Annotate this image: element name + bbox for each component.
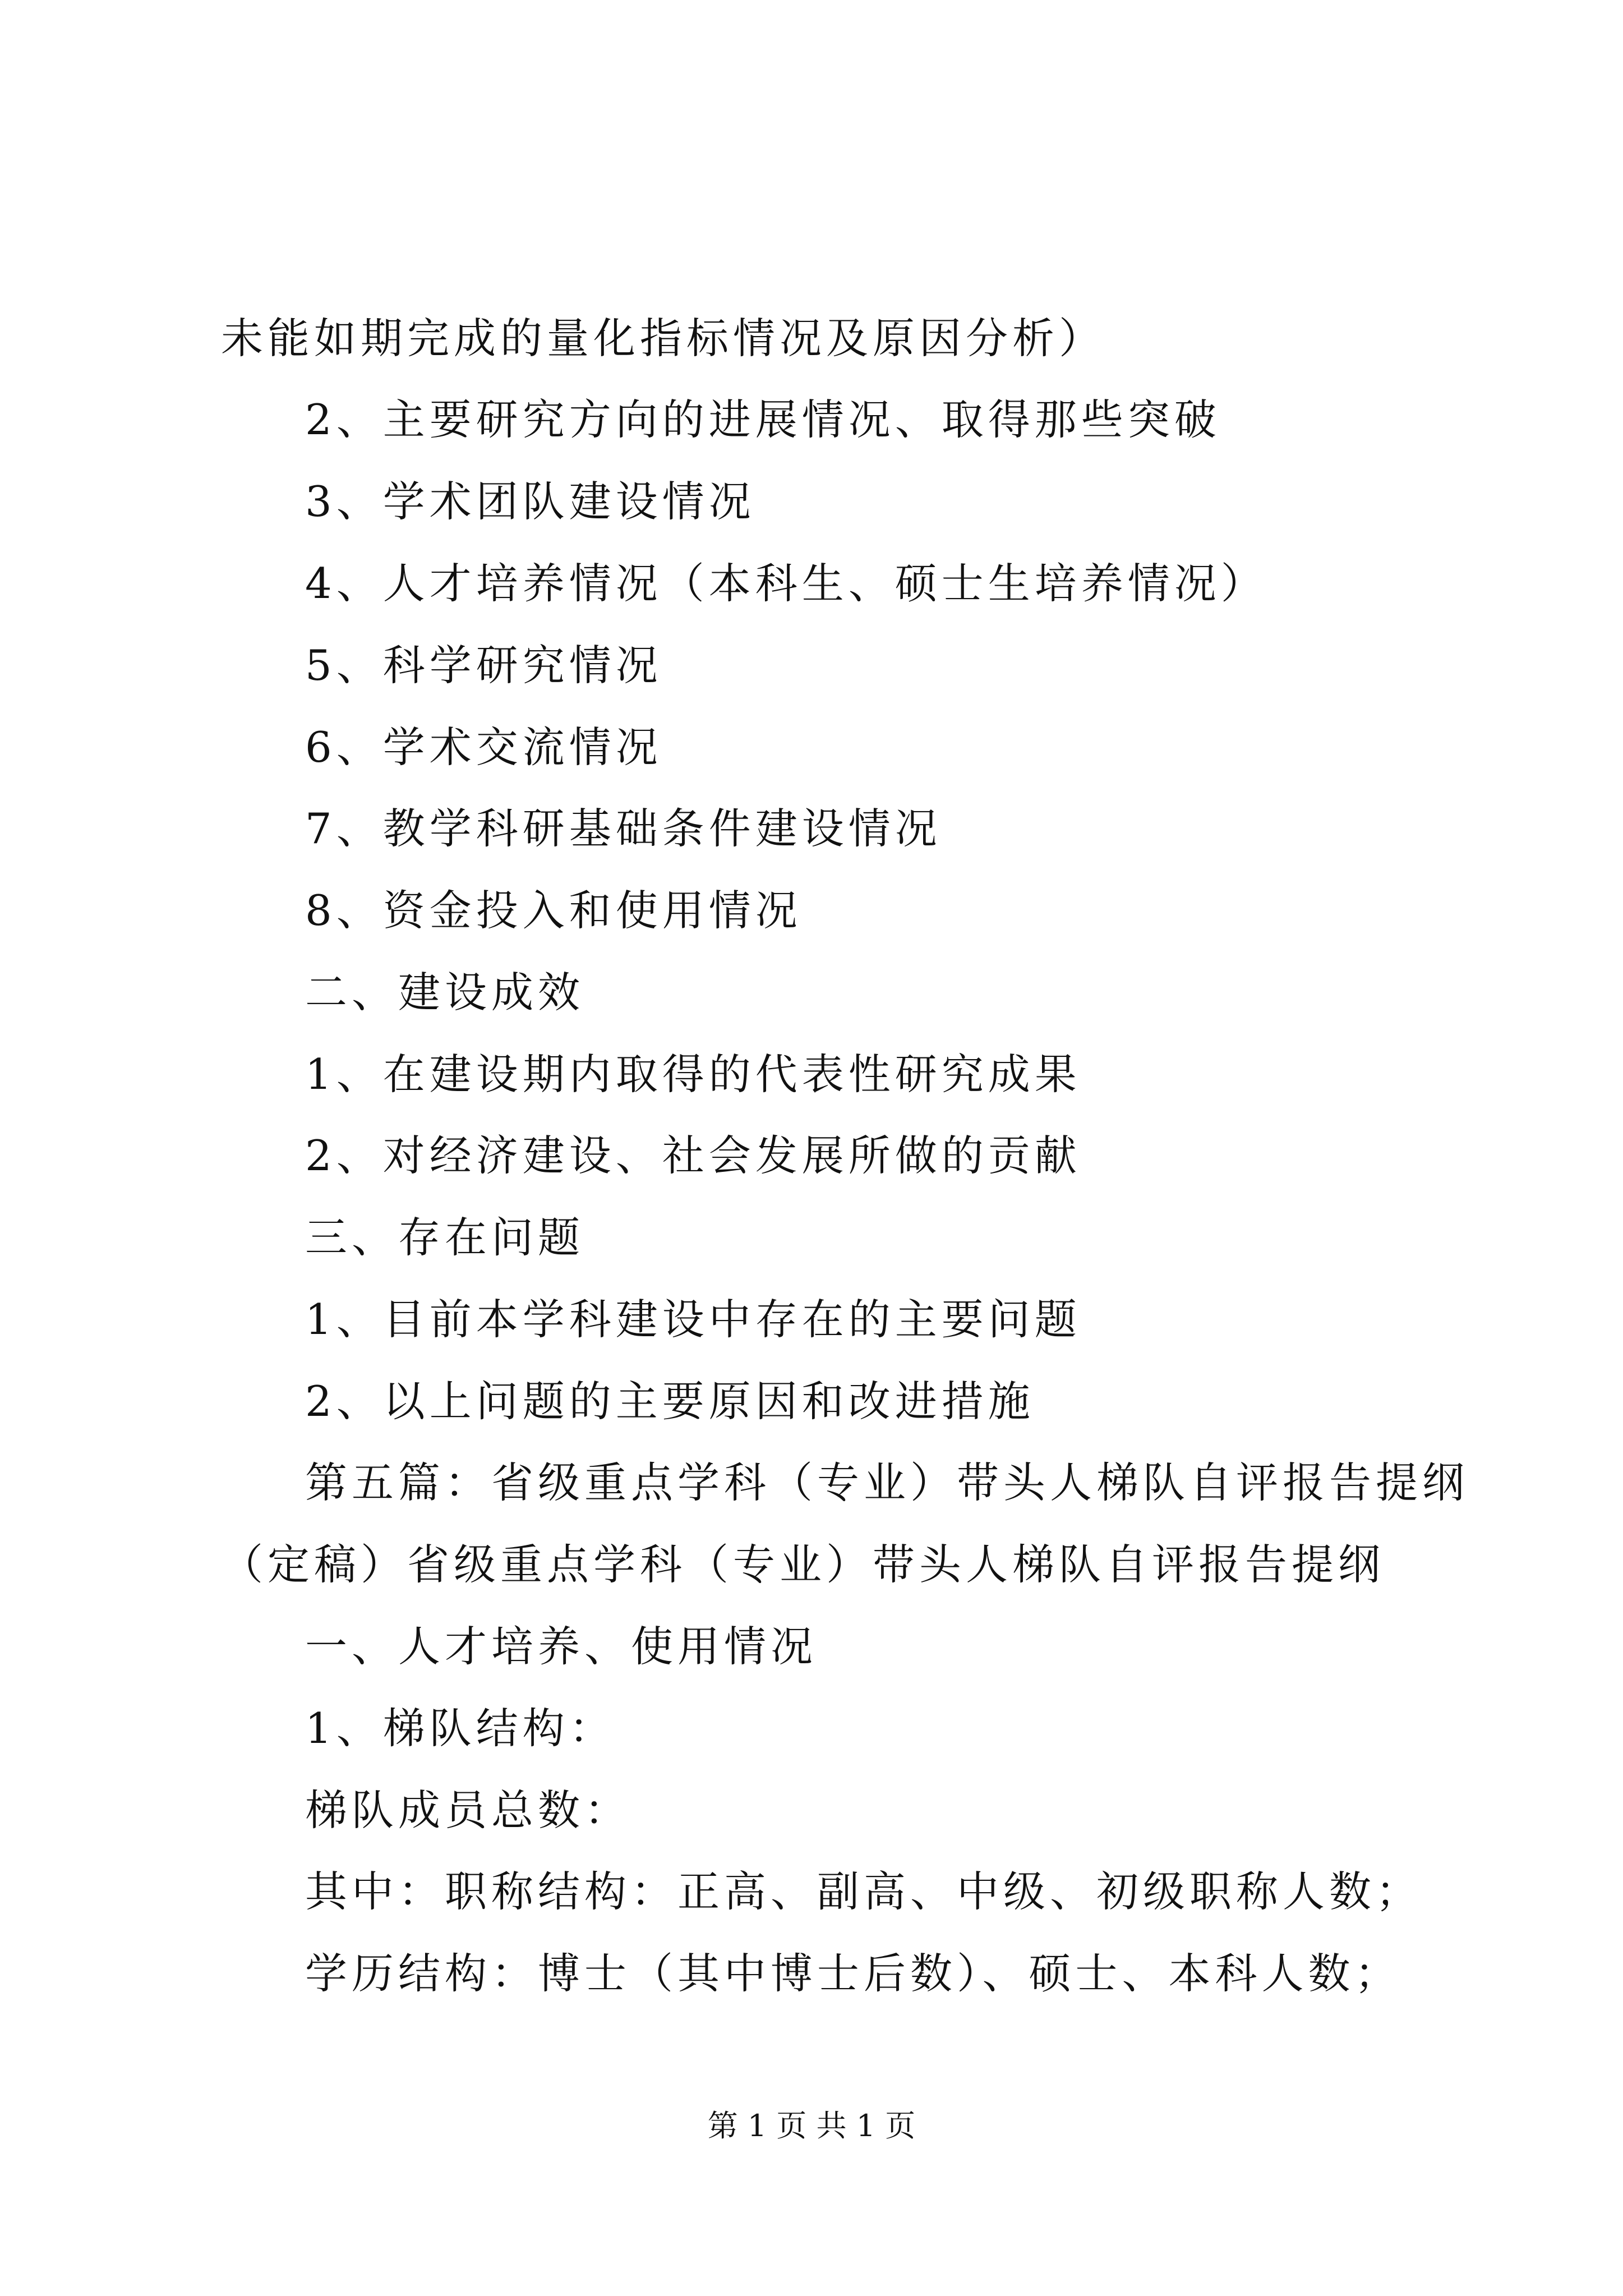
text-line: 1、梯队结构： [305, 1704, 616, 1753]
section-heading: 三、存在问题 [305, 1213, 585, 1262]
chapter-title: 第五篇：省级重点学科（专业）带头人梯队自评报告提纲 [305, 1458, 1469, 1507]
text-line: 1、目前本学科建设中存在的主要问题 [305, 1295, 1081, 1344]
section-heading: 一、人才培养、使用情况 [305, 1622, 818, 1671]
text-line: 2、对经济建设、社会发展所做的贡献 [305, 1131, 1081, 1180]
text-line: 梯队成员总数： [305, 1786, 631, 1835]
text-line: 2、以上问题的主要原因和改进措施 [305, 1377, 1035, 1426]
text-line: 学历结构：博士（其中博士后数）、硕士、本科人数； [305, 1949, 1401, 1998]
section-heading: 二、建设成效 [305, 968, 585, 1017]
text-line: 3、学术团队建设情况 [305, 477, 755, 526]
text-line: 未能如期完成的量化指标情况及原因分析） [221, 314, 1106, 363]
text-line: 6、学术交流情况 [305, 723, 662, 772]
text-line: 5、科学研究情况 [305, 641, 662, 690]
chapter-title-continued: （定稿）省级重点学科（专业）带头人梯队自评报告提纲 [221, 1540, 1385, 1589]
text-line: 7、教学科研基础条件建设情况 [305, 804, 942, 853]
text-line: 4、人才培养情况（本科生、硕士生培养情况） [305, 559, 1267, 608]
text-line: 8、资金投入和使用情况 [305, 886, 802, 935]
text-line: 2、主要研究方向的进展情况、取得那些突破 [305, 395, 1221, 444]
text-line: 1、在建设期内取得的代表性研究成果 [305, 1050, 1081, 1099]
text-line: 其中：职称结构：正高、副高、中级、初级职称人数； [305, 1867, 1423, 1916]
page-footer: 第 1 页 共 1 页 [707, 2108, 916, 2143]
